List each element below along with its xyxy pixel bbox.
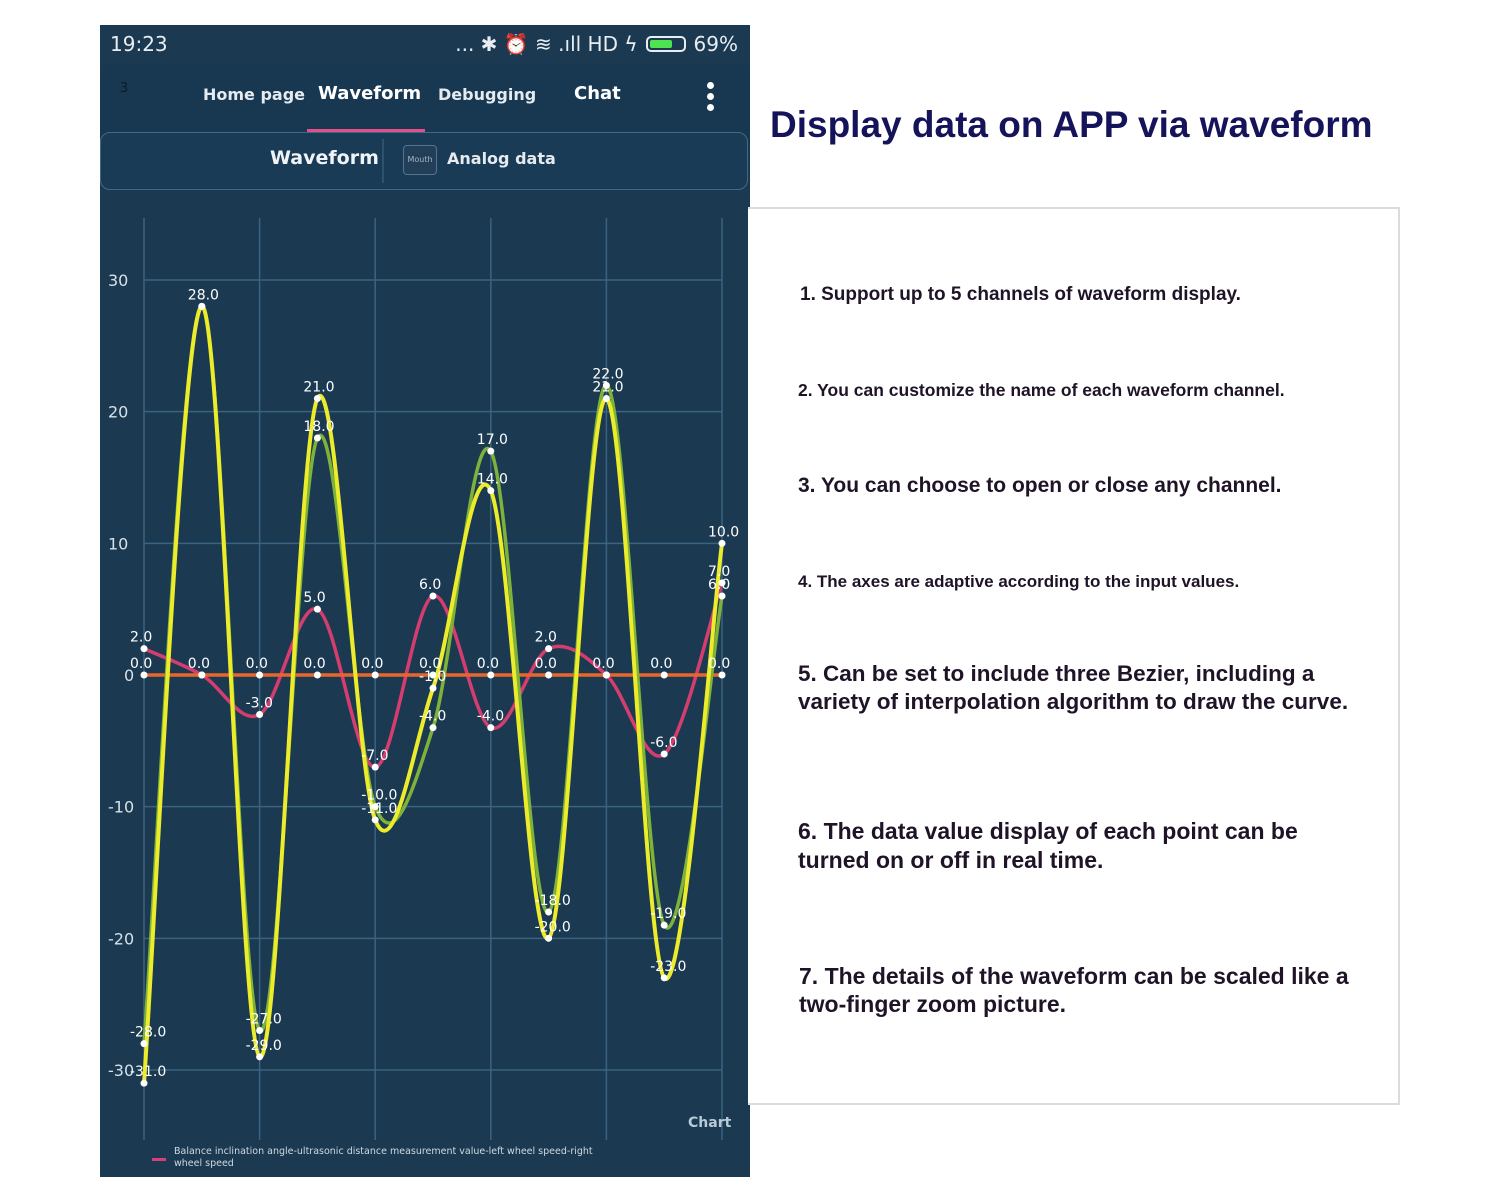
data-point	[545, 672, 552, 679]
data-label: 0.0	[476, 656, 500, 672]
tab-debugging[interactable]: Debugging	[438, 85, 537, 104]
battery-percent: 69%	[693, 32, 738, 56]
data-point	[141, 672, 148, 679]
legend-swatch	[152, 1158, 166, 1161]
data-label: 0.0	[534, 656, 557, 672]
data-label: 0.0	[708, 656, 731, 672]
data-label: -23.0	[650, 958, 687, 975]
feature-item: 6. The data value display of each point can be turned on or off in real time.	[798, 818, 1298, 873]
data-point	[314, 395, 321, 402]
page-heading: Display data on APP via waveform	[770, 104, 1373, 145]
data-label: 2.0	[534, 629, 557, 646]
data-label: -1.0	[419, 669, 447, 686]
data-point	[661, 922, 668, 929]
subbar-divider	[382, 139, 384, 183]
data-label: -31.0	[130, 1064, 167, 1081]
data-label: -27.0	[245, 1011, 282, 1028]
chart-series	[144, 306, 722, 1083]
data-point	[256, 1053, 263, 1060]
battery-icon	[646, 36, 686, 52]
y-tick-label: -20	[108, 929, 135, 949]
data-label: -3.0	[245, 695, 273, 712]
data-point	[314, 672, 321, 679]
nav-badge: 3	[120, 81, 129, 96]
data-label: 0.0	[419, 656, 442, 672]
chart-watermark: Chart	[688, 1115, 732, 1131]
data-point	[430, 593, 437, 600]
data-label: 5.0	[303, 590, 326, 607]
data-label: -7.0	[361, 748, 389, 765]
status-time: 19:23	[110, 32, 168, 56]
signal-icons: ... ✱ ⏰ ≋ .ıll HD ϟ	[455, 32, 638, 56]
data-point	[256, 711, 263, 718]
mouth-icon[interactable]: Mouth	[403, 145, 437, 175]
data-label: 0.0	[187, 656, 211, 672]
data-label: 7.0	[708, 563, 731, 580]
tab-home-page[interactable]: Home page	[203, 85, 306, 104]
subtab-analog-data[interactable]: Analog data	[447, 149, 556, 168]
data-point	[603, 672, 610, 679]
data-point	[661, 672, 668, 679]
data-label: -29.0	[245, 1037, 282, 1054]
data-point	[372, 764, 379, 771]
data-label: 6.0	[708, 577, 731, 593]
data-point	[545, 645, 552, 652]
data-point	[141, 645, 148, 652]
data-label: -6.0	[650, 735, 678, 751]
tab-chat[interactable]: Chat	[574, 83, 621, 104]
feature-item: 7. The details of the waveform can be scaled like a two-finger zoom picture.	[799, 963, 1349, 1017]
data-label: 21.0	[592, 379, 624, 396]
series-line-3	[144, 306, 722, 1083]
data-label: 0.0	[361, 656, 384, 672]
y-tick-label: 20	[108, 402, 129, 422]
data-label: -4.0	[476, 708, 505, 725]
y-tick-label: -30	[108, 1061, 135, 1080]
feature-item: 4. The axes are adaptive according to the input values.	[798, 572, 1240, 591]
data-point	[603, 395, 610, 402]
data-point	[314, 435, 321, 442]
data-label: 28.0	[187, 287, 219, 304]
data-label: 18.0	[303, 419, 335, 435]
data-point	[430, 724, 437, 731]
data-label: -28.0	[130, 1024, 167, 1041]
chart-data-labels	[130, 287, 739, 1080]
data-label: 0.0	[303, 656, 326, 672]
status-bar	[100, 25, 750, 65]
battery-fill	[650, 40, 672, 48]
y-tick-label: -10	[108, 797, 135, 817]
data-label: 0.0	[650, 656, 673, 672]
data-label: 22.0	[592, 366, 624, 383]
subtab-waveform[interactable]: Waveform	[270, 147, 379, 169]
data-label: -18.0	[534, 893, 571, 909]
data-label: 10.0	[708, 524, 740, 541]
feature-item: 2. You can customize the name of each waveform channel.	[798, 380, 1285, 400]
data-point	[198, 303, 205, 310]
y-tick-label: 0	[124, 666, 135, 685]
waveform-chart[interactable]	[100, 190, 750, 1140]
data-label: -10.0	[361, 787, 398, 804]
data-point	[545, 935, 552, 942]
data-label: 2.0	[130, 629, 153, 646]
data-label: -4.0	[419, 708, 447, 725]
status-indicators	[455, 32, 738, 56]
data-point	[487, 448, 494, 455]
data-label: 14.0	[476, 471, 508, 488]
data-point	[487, 487, 494, 494]
data-label: 0.0	[592, 656, 615, 672]
data-label: 17.0	[476, 432, 508, 449]
data-point	[372, 816, 379, 823]
data-point	[545, 909, 552, 916]
data-point	[372, 672, 379, 679]
data-point	[487, 724, 494, 731]
data-point	[141, 1040, 148, 1047]
data-point	[661, 751, 668, 758]
data-point	[719, 540, 726, 547]
data-label: 21.0	[303, 379, 335, 396]
data-label: -20.0	[534, 919, 571, 936]
data-label: -19.0	[650, 906, 687, 923]
data-point	[719, 672, 726, 679]
tab-waveform[interactable]: Waveform	[318, 83, 422, 104]
sub-toolbar	[100, 132, 748, 190]
data-point	[487, 672, 494, 679]
data-point	[719, 593, 726, 600]
feature-item: 3. You can choose to open or close any channel.	[798, 474, 1282, 497]
data-label: 0.0	[245, 656, 268, 672]
data-point	[314, 606, 321, 613]
feature-item: 1. Support up to 5 channels of waveform display.	[800, 284, 1241, 305]
phone-screen	[100, 25, 750, 1177]
feature-item: 5. Can be set to include three Bezier, including a variety of interpolation algorithm to draw the curve.	[798, 661, 1349, 714]
chart-legend: Balance inclination angle-ultrasonic distance measurement value-left wheel speed-right wheel speed	[174, 1146, 593, 1169]
data-label: 6.0	[419, 577, 442, 593]
data-point	[661, 974, 668, 981]
y-tick-label: 30	[108, 271, 129, 290]
data-label: -11.0	[361, 800, 398, 817]
data-point	[198, 672, 205, 679]
data-point	[430, 685, 437, 692]
y-tick-label: 10	[108, 534, 129, 554]
data-point	[256, 1027, 263, 1034]
data-point	[256, 672, 263, 679]
data-point	[141, 1080, 148, 1087]
data-label: 0.0	[130, 656, 153, 672]
more-options-icon[interactable]	[698, 79, 722, 115]
